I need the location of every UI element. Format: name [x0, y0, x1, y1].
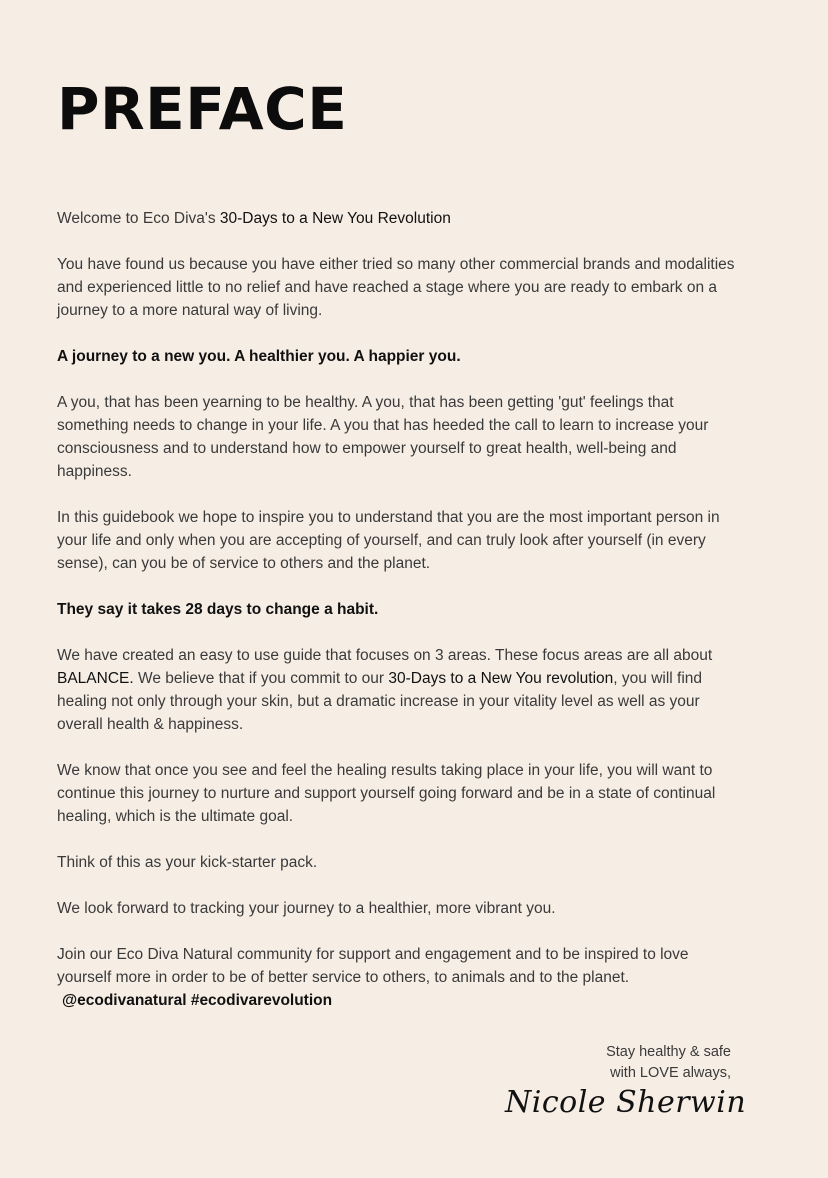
- paragraph-forward: We look forward to tracking your journey to a healthier, more vibrant you.: [57, 900, 556, 917]
- heading-journey: A journey to a new you. A healthier you. A happier you.: [57, 348, 461, 365]
- signoff-line-2: with LOVE always,: [610, 1065, 731, 1081]
- heading-habit: They say it takes 28 days to change a habit.: [57, 601, 379, 618]
- welcome-prefix: Welcome to Eco Diva's: [57, 210, 220, 227]
- page-title: PREFACE: [57, 75, 348, 143]
- paragraph-balance: [57, 644, 747, 736]
- program-name: 30-Days to a New You Revolution: [219, 210, 451, 227]
- balance-text-1: We have created an easy to use guide that focuses on 3 areas. These focus areas are all about: [57, 647, 713, 664]
- preface-body: [57, 207, 747, 1035]
- welcome-line: [57, 207, 747, 230]
- balance-keyword: BALANCE.: [57, 670, 134, 687]
- signoff: [606, 1042, 731, 1084]
- paragraph-results: We know that once you see and feel the healing results taking place in your life, you will want to continue this journey to nurture and support yourself going forward and be in a state of continual healing, which is the ultimate goal.: [57, 762, 716, 825]
- signature: Nicole Sherwin: [505, 1085, 747, 1120]
- paragraph-community: Join our Eco Diva Natural community for support and engagement and to be inspired to love yourself more in order to be of better service to others, to animals and to the planet.: [57, 946, 689, 986]
- balance-text-3: , you will find healing not only through your skin, but a dramatic increase in your vitality level as well as your overall health & happiness.: [57, 670, 703, 733]
- paragraph-yearning: A you, that has been yearning to be healthy. A you, that has been getting 'gut' feelings that something needs to change in your life. A you that has heeded the call to learn to increase your consciousness and to understand how to empower yourself to great health, well-being and happiness.: [57, 394, 709, 480]
- program-name-inline: 30-Days to a New You revolution: [388, 670, 614, 687]
- paragraph-kickstarter: Think of this as your kick-starter pack.: [57, 854, 318, 871]
- paragraph-guidebook: In this guidebook we hope to inspire you to understand that you are the most important person in your life and only when you are accepting of yourself, and can truly look after yourself (in every sense), can you be of service to others and the planet.: [57, 509, 720, 572]
- balance-text-2: We believe that if you commit to our: [133, 670, 389, 687]
- paragraph-found: You have found us because you have either tried so many other commercial brands and modalities and experienced little to no relief and have reached a stage where you are ready to embark on a journey to a more natural way of living.: [57, 256, 735, 319]
- signoff-line-1: Stay healthy & safe: [606, 1044, 731, 1060]
- social-tags: @ecodivanatural #ecodivarevolution: [62, 992, 333, 1009]
